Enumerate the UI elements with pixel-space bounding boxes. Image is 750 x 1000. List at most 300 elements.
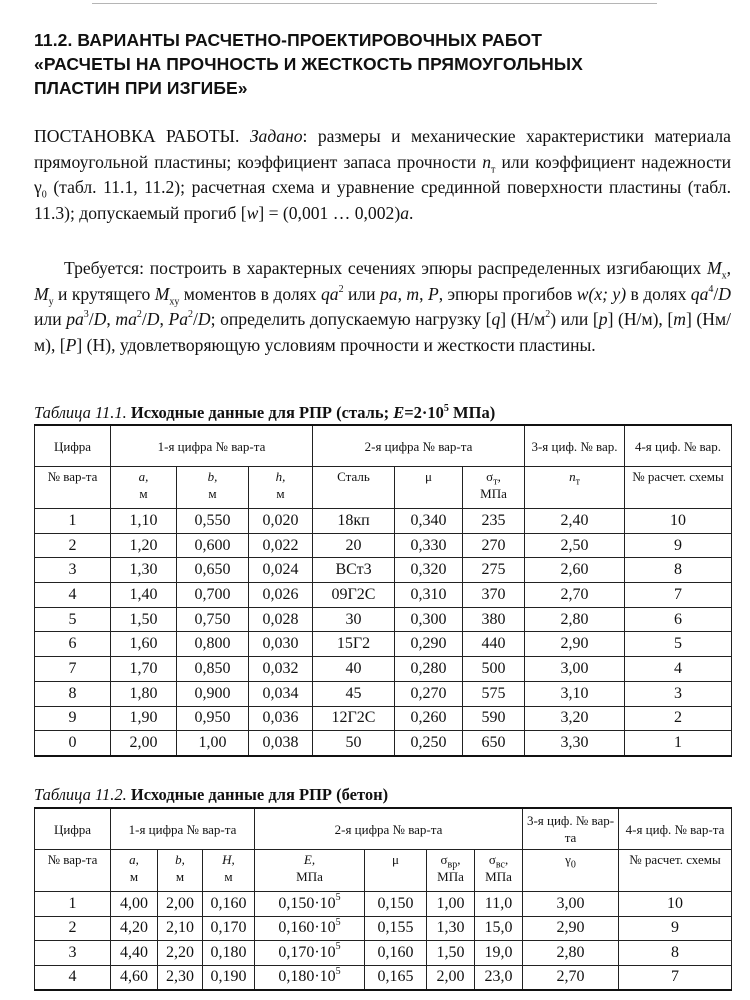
table-cell: 0,290	[395, 632, 463, 657]
math-var: D	[197, 309, 211, 330]
table-cell: 0,800	[177, 632, 249, 657]
table-cell: 0,030	[249, 632, 313, 657]
para-text: Требуется: построить в характерных сечениях эпюры распределенных изгибающих	[64, 258, 707, 278]
para-text: ] (Нм/м), [	[34, 309, 731, 355]
table2-caption	[34, 785, 388, 805]
math-sup: 2	[338, 283, 344, 295]
table-cell: 0,250	[395, 731, 463, 756]
table-cell: 3,20	[525, 706, 625, 731]
unit: м	[175, 869, 185, 884]
math-var: P	[65, 334, 77, 355]
table-cell: 0,340	[395, 509, 463, 534]
table-row	[35, 965, 732, 990]
para-text: (табл. 11.1, 11.2); расчетная схема и уравнение срединной поверхности пластины (табл. 11.3); допускаемый прогиб [	[34, 177, 731, 223]
table-cell: 1,20	[111, 533, 177, 558]
subheader-num	[35, 850, 111, 892]
math-var: n	[569, 469, 576, 484]
table-cell: 2,30	[158, 965, 203, 990]
given-label: Задано	[249, 126, 303, 146]
table-cell: 440	[463, 632, 525, 657]
table-cell: 2,10	[158, 916, 203, 941]
table-cell: 0,320	[395, 558, 463, 583]
table-row	[35, 941, 732, 966]
table-cell: 8	[35, 681, 111, 706]
table-cell: 0,165	[365, 965, 427, 990]
table-row	[35, 657, 732, 682]
table-cell: 0,260	[395, 706, 463, 731]
unit: МПа	[296, 869, 323, 884]
table-cell: 0,700	[177, 583, 249, 608]
table-cell: 0,155	[365, 916, 427, 941]
math-var: b,	[175, 852, 185, 867]
paragraph-statement	[34, 124, 731, 226]
para-text: ,	[726, 258, 731, 278]
table-cell: 0,900	[177, 681, 249, 706]
table-cell: 0,300	[395, 607, 463, 632]
unit: м	[224, 869, 233, 884]
table-cell: 2,90	[525, 632, 625, 657]
caption-text: МПа)	[448, 403, 496, 422]
table-cell: 1,40	[111, 583, 177, 608]
heading-line-2: «РАСЧЕТЫ НА ПРОЧНОСТЬ И ЖЕСТКОСТЬ ПРЯМОУГОЛЬНЫХ	[34, 54, 583, 74]
math-var: E,	[303, 852, 316, 867]
subheader-scheme	[625, 467, 732, 509]
modulus-base: 0,160·10	[278, 919, 336, 937]
header-group-1	[111, 808, 255, 850]
math-sub: т	[491, 164, 496, 176]
table-cell: 2	[625, 706, 732, 731]
table-cell: 1,80	[111, 681, 177, 706]
math-var: b,	[207, 469, 218, 484]
table-cell: 0,038	[249, 731, 313, 756]
table2-caption-label: Таблица 11.2.	[34, 785, 127, 804]
modulus-exponent: 5	[335, 916, 341, 928]
heading-line-3: ПЛАСТИН ПРИ ИЗГИБЕ»	[34, 78, 248, 98]
para-text: ] (Н/м	[500, 309, 546, 330]
table-cell: 380	[463, 607, 525, 632]
modulus-exponent: 5	[335, 965, 341, 977]
table-cell: 0,310	[395, 583, 463, 608]
table-cell: 1,60	[111, 632, 177, 657]
table-concrete-body	[35, 892, 732, 991]
subheader-b	[177, 467, 249, 509]
unit: м	[129, 869, 139, 884]
table-cell: 0,022	[249, 533, 313, 558]
table-cell: 40	[313, 657, 395, 682]
math-sup: 2	[545, 309, 551, 321]
math-var: a,	[138, 469, 149, 484]
table-cell: 4,40	[111, 941, 158, 966]
paragraph-requirements	[34, 256, 731, 358]
math-var: D	[93, 309, 107, 330]
math-sub: т	[493, 476, 498, 488]
math-var: qa	[690, 283, 709, 304]
modulus-base: 0,150·10	[278, 894, 336, 912]
header-text: 4-я циф. № вар-та	[625, 821, 725, 837]
math-var: σ	[488, 852, 496, 867]
header-digit: Цифра	[35, 808, 111, 850]
table-cell: 0,032	[249, 657, 313, 682]
table-cell: 2,20	[158, 941, 203, 966]
subheader-steel: Сталь	[313, 467, 395, 509]
header-group-3	[523, 808, 619, 850]
para-text: ; определить допускаемую нагрузку [	[210, 309, 492, 330]
table-cell: 7	[625, 583, 732, 608]
subheader-h	[249, 467, 313, 509]
heading-line-1: 11.2. ВАРИАНТЫ РАСЧЕТНО-ПРОЕКТИРОВОЧНЫХ РАБОТ	[34, 30, 543, 50]
table-row	[35, 558, 732, 583]
table-cell: 5	[625, 632, 732, 657]
subheader-a	[111, 850, 158, 892]
math-var: pa	[380, 283, 398, 304]
para-text: моментов в долях	[179, 283, 321, 304]
header-text: 1-я цифра № вар-та	[128, 821, 237, 837]
table-cell: 0,034	[249, 681, 313, 706]
table-cell: 4	[625, 657, 732, 682]
para-text: и крутящего	[53, 283, 155, 304]
table-cell: 3,30	[525, 731, 625, 756]
math-var: H,	[222, 852, 235, 867]
math-sup: 2	[136, 309, 142, 321]
para-text: или	[343, 283, 380, 304]
table-cell: 50	[313, 731, 395, 756]
table-cell: 1,50	[427, 941, 475, 966]
table-cell: 2,90	[523, 916, 619, 941]
math-var: σ	[440, 852, 448, 867]
table-cell: 0,028	[249, 607, 313, 632]
table-cell: 4	[35, 965, 111, 990]
math-var: M	[706, 258, 722, 278]
table-cell: 0,280	[395, 657, 463, 682]
math-var: Pa	[168, 309, 188, 330]
para-text: : размеры и механические характеристики материала прямоугольной пластины; коэффициент запаса прочности	[34, 126, 731, 172]
table-cell: 275	[463, 558, 525, 583]
section-heading	[34, 28, 724, 100]
unit: МПа	[480, 486, 507, 501]
header-text: № расчет. схемы	[632, 469, 724, 484]
table-cell: 1,70	[111, 657, 177, 682]
math-var: m	[673, 309, 686, 330]
table-cell: 0,180	[203, 941, 255, 966]
table-cell: 45	[313, 681, 395, 706]
subheader-E	[255, 850, 365, 892]
subheader-scheme	[619, 850, 732, 892]
header-text: 3-я циф. № вар.	[531, 438, 618, 454]
table-cell: 0,270	[395, 681, 463, 706]
table-cell: 15Г2	[313, 632, 395, 657]
table-cell: 2,00	[158, 892, 203, 917]
table-cell: 235	[463, 509, 525, 534]
table-cell: 9	[625, 533, 732, 558]
table-cell: 0,020	[249, 509, 313, 534]
modulus-base: 0,180·10	[278, 968, 336, 986]
math-sub: x	[721, 270, 727, 282]
table-cell: 3	[625, 681, 732, 706]
table-cell: 3	[35, 941, 111, 966]
header-group-4	[625, 425, 732, 467]
para-text: ] (Н), удовлетворяющую условиям прочности и жесткости пластины.	[76, 334, 596, 355]
table-cell: 19,0	[475, 941, 523, 966]
subheader-H	[203, 850, 255, 892]
subheader-mu: μ	[395, 467, 463, 509]
table-cell: 0,150	[365, 892, 427, 917]
table-cell: 0,160	[203, 892, 255, 917]
table-cell: 0,190	[203, 965, 255, 990]
para-text: /	[141, 309, 147, 330]
math-var: h,	[275, 469, 286, 484]
table1-caption-label: Таблица 11.1.	[34, 403, 127, 422]
table-row	[35, 632, 732, 657]
table-cell: 3,00	[525, 657, 625, 682]
table-cell: 2,40	[525, 509, 625, 534]
table-cell: 1	[35, 509, 111, 534]
para-text: в долях	[626, 283, 691, 304]
table-cell: 0,036	[249, 706, 313, 731]
table-row	[35, 916, 732, 941]
header-group-1: 1-я цифра № вар-та	[111, 425, 313, 467]
math-sub: 0	[570, 859, 576, 871]
subheader-sigma: $\sigma_т$, МПа	[463, 467, 525, 509]
para-text: или коэффициент надежности γ	[34, 151, 731, 198]
table-cell: 590	[463, 706, 525, 731]
table-cell: 0,170	[203, 916, 255, 941]
table-concrete	[34, 807, 732, 991]
para-text: ] = (0,001 … 0,002)	[258, 202, 401, 223]
table-cell: 0,550	[177, 509, 249, 534]
table-row	[35, 533, 732, 558]
table-cell: ВСт3	[313, 558, 395, 583]
subheader-sigma-vs: $\sigma_{вс}$, МПа	[475, 850, 523, 892]
table-cell: 10	[625, 509, 732, 534]
table-row	[35, 583, 732, 608]
para-text: /	[88, 309, 94, 330]
table-cell: 9	[619, 916, 732, 941]
table-cell: 4	[35, 583, 111, 608]
top-rule	[92, 3, 657, 4]
unit: м	[276, 486, 285, 501]
table-cell: 8	[619, 941, 732, 966]
table-cell: 5	[35, 607, 111, 632]
table-cell: 1	[625, 731, 732, 756]
table2-caption-title: Исходные данные для РПР (бетон)	[130, 785, 389, 804]
math-var: pa	[66, 309, 84, 330]
table-cell: 2,00	[427, 965, 475, 990]
table-cell: 500	[463, 657, 525, 682]
header-text: № расчет. схемы	[629, 852, 721, 867]
table-cell: 1	[35, 892, 111, 917]
math-sub: 0	[41, 189, 47, 201]
math-var: q	[491, 309, 501, 330]
table-steel-body	[35, 509, 732, 756]
table-steel	[34, 424, 732, 757]
math-var: n	[482, 151, 492, 172]
table-cell: 575	[463, 681, 525, 706]
subheader-sigma-vr: $\sigma_{вр}$, МПа	[427, 850, 475, 892]
para-text: ,	[419, 283, 428, 304]
para-text: ] (Н/м), [	[607, 309, 674, 330]
table-cell: 30	[313, 607, 395, 632]
math-var: p	[598, 309, 608, 330]
table-cell: 4,60	[111, 965, 158, 990]
math-var: m	[406, 283, 420, 304]
unit: МПа	[437, 869, 464, 884]
math-sub: т	[575, 476, 580, 488]
table-cell: 2,80	[525, 607, 625, 632]
caption-text: Исходные данные для РПР (сталь;	[130, 403, 394, 422]
table-row	[35, 681, 732, 706]
table-cell: 370	[463, 583, 525, 608]
math-sub: y	[48, 296, 54, 308]
modulus-exponent: 5	[335, 892, 341, 904]
table-cell: 7	[35, 657, 111, 682]
header-group-2: 2-я цифра № вар-та	[313, 425, 525, 467]
modulus-exponent: 5	[335, 941, 341, 953]
table-cell: 1,10	[111, 509, 177, 534]
table-row	[35, 706, 732, 731]
table-row	[35, 509, 732, 534]
table-cell: 270	[463, 533, 525, 558]
table-cell: 09Г2С	[313, 583, 395, 608]
table-cell: 650	[463, 731, 525, 756]
para-text: , эпюры прогибов	[438, 283, 577, 304]
math-var: σ	[486, 469, 494, 484]
math-var: qa	[320, 283, 339, 304]
math-var: P	[427, 283, 439, 304]
math-var: D	[718, 283, 731, 304]
table-cell: 9	[35, 706, 111, 731]
para-text: или	[34, 309, 67, 330]
table-cell: 2,60	[525, 558, 625, 583]
table-cell: 1,30	[111, 558, 177, 583]
table-cell: 23,0	[475, 965, 523, 990]
header-text: 3-я циф. № вар-та	[526, 813, 615, 845]
table-cell: 4,20	[111, 916, 158, 941]
unit: МПа	[485, 869, 512, 884]
math-sup: 2	[188, 309, 193, 321]
table-cell: 18кп	[313, 509, 395, 534]
table-cell: 2,70	[525, 583, 625, 608]
header-group-3	[525, 425, 625, 467]
table-cell: 0,750	[177, 607, 249, 632]
table-cell: 10	[619, 892, 732, 917]
modulus-base: 0,170·10	[278, 943, 336, 961]
table-cell: 1,90	[111, 706, 177, 731]
subheader-gamma	[523, 850, 619, 892]
table-cell: 1,00	[177, 731, 249, 756]
table-cell: 0,026	[249, 583, 313, 608]
header-text: № вар-та	[47, 469, 98, 484]
table-cell-modulus	[255, 892, 365, 917]
table-cell: 2	[35, 916, 111, 941]
table-cell: 11,0	[475, 892, 523, 917]
table-cell: 0,330	[395, 533, 463, 558]
table-cell: 12Г2С	[313, 706, 395, 731]
table-cell-modulus	[255, 965, 365, 990]
table-cell-modulus	[255, 941, 365, 966]
header-digit: Цифра	[35, 425, 111, 467]
table-row	[35, 607, 732, 632]
para-text: /	[193, 309, 198, 330]
header-text: 4-я циф. № вар.	[634, 438, 722, 454]
math-var: a	[400, 202, 409, 223]
header-group-4	[619, 808, 732, 850]
unit: м	[139, 486, 148, 501]
header-text: № вар-та	[47, 852, 98, 867]
math-var: w(x; y)	[576, 283, 627, 304]
unit: м	[208, 486, 217, 501]
para-text: ,	[397, 283, 407, 304]
table-row	[35, 731, 732, 756]
table-cell: 8	[625, 558, 732, 583]
para-text: .	[408, 202, 414, 223]
table-cell: 15,0	[475, 916, 523, 941]
math-sup: 4	[708, 283, 714, 295]
subheader-nt	[525, 467, 625, 509]
table1-caption	[34, 403, 495, 423]
caption-text: =2·10	[404, 403, 444, 422]
math-var: E	[393, 403, 405, 422]
math-var: γ	[565, 852, 571, 867]
math-var: D	[146, 309, 160, 330]
para-text: ,	[159, 309, 169, 330]
math-var: M	[34, 283, 49, 304]
statement-lead: ПОСТАНОВКА РАБОТЫ.	[34, 126, 240, 146]
table-cell: 0,850	[177, 657, 249, 682]
subheader-mu: μ	[365, 850, 427, 892]
table-cell-modulus	[255, 916, 365, 941]
math-var: w	[246, 202, 259, 223]
subheader-num	[35, 467, 111, 509]
math-var: a,	[129, 852, 139, 867]
table-cell: 1,00	[427, 892, 475, 917]
table-cell: 1,30	[427, 916, 475, 941]
table-cell: 3,10	[525, 681, 625, 706]
header-group-2: 2-я цифра № вар-та	[255, 808, 523, 850]
math-sup: 3	[83, 309, 89, 321]
math-var: ma	[115, 309, 137, 330]
table1-caption-title	[131, 403, 495, 422]
table-cell: 6	[35, 632, 111, 657]
table-cell: 2,50	[525, 533, 625, 558]
math-sub: вр	[447, 859, 458, 871]
table-cell: 0,600	[177, 533, 249, 558]
para-text: ) или [	[550, 309, 599, 330]
table-cell: 3,00	[523, 892, 619, 917]
table-cell: 6	[625, 607, 732, 632]
para-text: /	[713, 283, 719, 304]
table-cell: 1,50	[111, 607, 177, 632]
subheader-b	[158, 850, 203, 892]
math-var: M	[154, 283, 170, 304]
table-cell: 7	[619, 965, 732, 990]
table-row	[35, 892, 732, 917]
table-cell: 4,00	[111, 892, 158, 917]
para-text: ,	[106, 309, 116, 330]
table-cell: 2	[35, 533, 111, 558]
math-sub: вс	[495, 859, 505, 871]
math-sup: 5	[443, 402, 449, 414]
table-cell: 0	[35, 731, 111, 756]
table-cell: 2,00	[111, 731, 177, 756]
table-cell: 2,80	[523, 941, 619, 966]
table-cell: 0,950	[177, 706, 249, 731]
table-cell: 0,650	[177, 558, 249, 583]
math-sub: xy	[169, 296, 180, 308]
subheader-a	[111, 467, 177, 509]
table-cell: 0,160	[365, 941, 427, 966]
table-cell: 0,024	[249, 558, 313, 583]
table-cell: 20	[313, 533, 395, 558]
